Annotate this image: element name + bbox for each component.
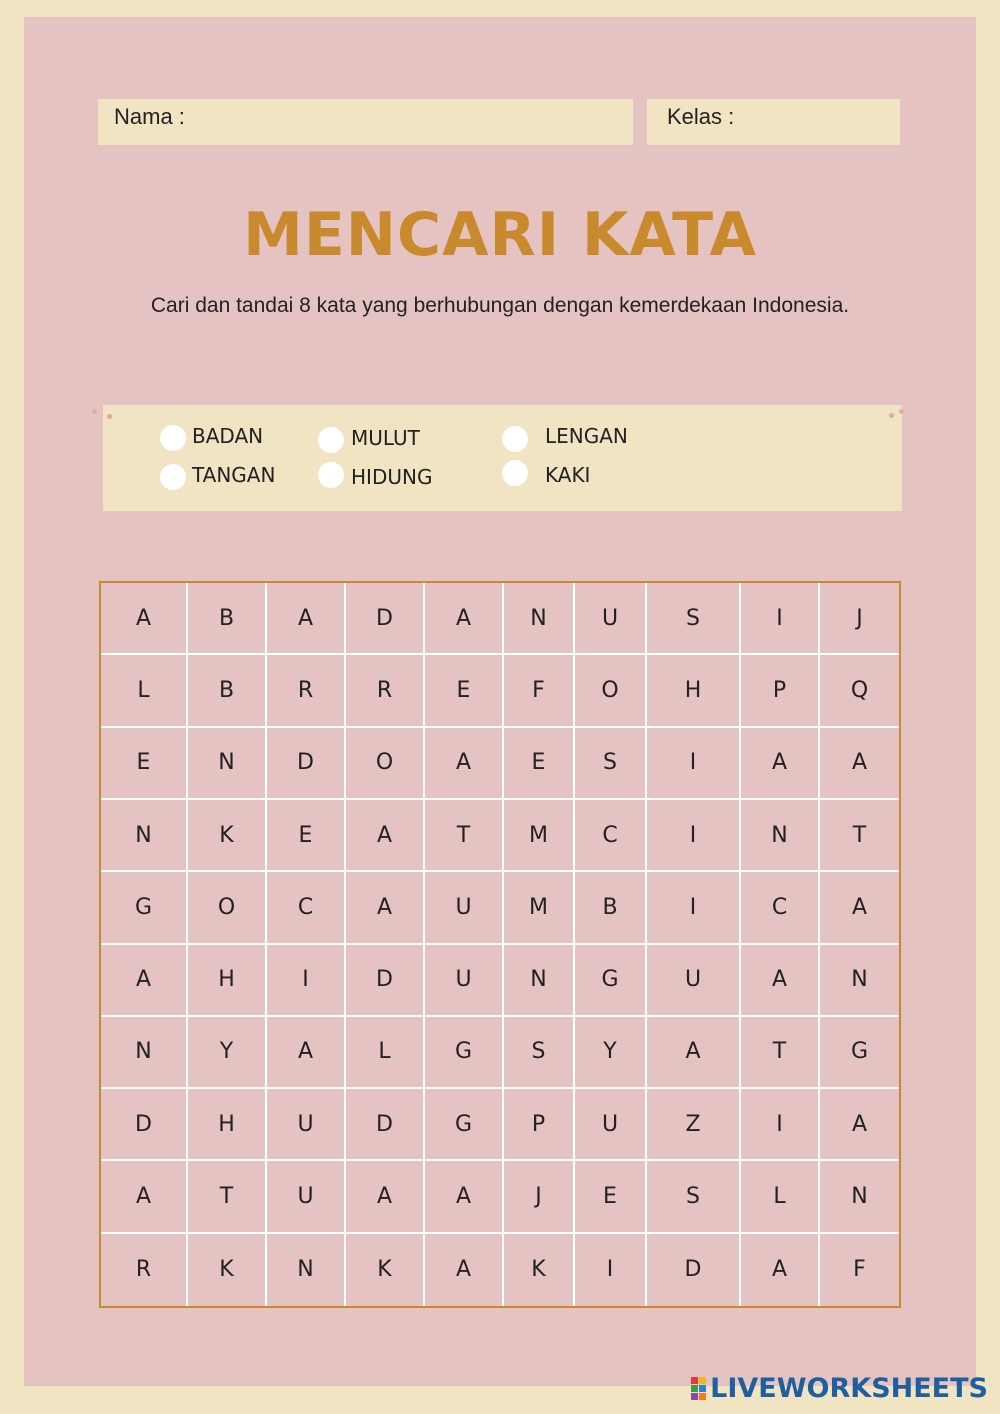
grid-cell[interactable]: C bbox=[267, 872, 346, 944]
grid-cell[interactable]: Y bbox=[188, 1017, 267, 1089]
grid-cell[interactable]: G bbox=[425, 1089, 504, 1161]
grid-cell[interactable]: J bbox=[820, 583, 899, 655]
grid-cell[interactable]: O bbox=[188, 872, 267, 944]
grid-cell[interactable]: I bbox=[647, 728, 741, 800]
grid-cell[interactable]: K bbox=[188, 1234, 267, 1306]
grid-cell[interactable]: E bbox=[267, 800, 346, 872]
grid-cell[interactable]: Z bbox=[647, 1089, 741, 1161]
grid-cell[interactable]: A bbox=[647, 1017, 741, 1089]
grid-cell[interactable]: A bbox=[101, 1161, 188, 1233]
grid-cell[interactable]: U bbox=[425, 945, 504, 1017]
grid-cell[interactable]: U bbox=[575, 583, 647, 655]
grid-cell[interactable]: A bbox=[741, 945, 820, 1017]
word-list-box bbox=[103, 405, 902, 511]
grid-cell[interactable]: A bbox=[820, 872, 899, 944]
grid-cell[interactable]: N bbox=[101, 1017, 188, 1089]
grid-cell[interactable]: S bbox=[647, 1161, 741, 1233]
grid-cell[interactable]: U bbox=[575, 1089, 647, 1161]
checkbox-tangan[interactable] bbox=[160, 464, 186, 490]
grid-cell[interactable]: T bbox=[425, 800, 504, 872]
grid-cell[interactable]: A bbox=[425, 1234, 504, 1306]
checkbox-badan[interactable] bbox=[160, 425, 186, 451]
grid-cell[interactable]: F bbox=[504, 655, 575, 727]
grid-cell[interactable]: A bbox=[741, 1234, 820, 1306]
grid-cell[interactable]: T bbox=[188, 1161, 267, 1233]
page-title: MENCARI KATA bbox=[243, 200, 757, 270]
decoration-dot bbox=[889, 413, 894, 418]
grid-cell[interactable]: A bbox=[820, 728, 899, 800]
grid-cell[interactable]: N bbox=[820, 1161, 899, 1233]
grid-cell[interactable]: A bbox=[820, 1089, 899, 1161]
checkbox-kaki[interactable] bbox=[502, 460, 528, 486]
grid-cell[interactable]: S bbox=[504, 1017, 575, 1089]
class-field[interactable] bbox=[647, 99, 900, 145]
grid-cell[interactable]: K bbox=[346, 1234, 425, 1306]
grid-cell[interactable]: N bbox=[741, 800, 820, 872]
grid-cell[interactable]: G bbox=[820, 1017, 899, 1089]
grid-cell[interactable]: A bbox=[267, 1017, 346, 1089]
grid-cell[interactable]: M bbox=[504, 800, 575, 872]
grid-cell[interactable]: B bbox=[575, 872, 647, 944]
liveworksheets-icon bbox=[691, 1377, 706, 1400]
grid-cell[interactable]: M bbox=[504, 872, 575, 944]
grid-cell[interactable]: N bbox=[820, 945, 899, 1017]
brand-name: LIVEWORKSHEETS bbox=[710, 1373, 988, 1404]
grid-cell[interactable]: A bbox=[425, 1161, 504, 1233]
grid-cell[interactable]: Q bbox=[820, 655, 899, 727]
grid-cell[interactable]: A bbox=[101, 945, 188, 1017]
checkbox-hidung[interactable] bbox=[318, 462, 344, 488]
grid-cell[interactable]: O bbox=[575, 655, 647, 727]
grid-cell[interactable]: R bbox=[346, 655, 425, 727]
word-search-grid bbox=[99, 581, 901, 1308]
grid-cell[interactable]: I bbox=[741, 583, 820, 655]
grid-cell[interactable]: N bbox=[101, 800, 188, 872]
grid-cell[interactable]: A bbox=[425, 583, 504, 655]
grid-cell[interactable]: S bbox=[575, 728, 647, 800]
grid-cell[interactable]: L bbox=[101, 655, 188, 727]
word-lengan: LENGAN bbox=[545, 424, 628, 448]
grid-cell[interactable]: T bbox=[741, 1017, 820, 1089]
grid-cell[interactable]: L bbox=[346, 1017, 425, 1089]
grid-cell[interactable]: N bbox=[188, 728, 267, 800]
word-tangan: TANGAN bbox=[192, 463, 276, 487]
grid-cell[interactable]: D bbox=[346, 583, 425, 655]
grid-cell[interactable]: S bbox=[647, 583, 741, 655]
grid-cell[interactable]: G bbox=[425, 1017, 504, 1089]
brand-logo bbox=[691, 1373, 988, 1404]
grid-cell[interactable]: J bbox=[504, 1161, 575, 1233]
grid-cell[interactable]: G bbox=[575, 945, 647, 1017]
grid-cell[interactable]: E bbox=[425, 655, 504, 727]
grid-cell[interactable]: Y bbox=[575, 1017, 647, 1089]
grid-cell[interactable]: I bbox=[575, 1234, 647, 1306]
grid-cell[interactable]: D bbox=[647, 1234, 741, 1306]
grid-cell[interactable]: D bbox=[346, 1089, 425, 1161]
grid-cell[interactable]: I bbox=[741, 1089, 820, 1161]
grid-cell[interactable]: P bbox=[741, 655, 820, 727]
word-badan: BADAN bbox=[192, 424, 264, 448]
class-label: Kelas : bbox=[667, 104, 735, 129]
grid-cell[interactable]: A bbox=[267, 583, 346, 655]
grid-cell[interactable]: A bbox=[346, 800, 425, 872]
grid-cell[interactable]: A bbox=[741, 728, 820, 800]
grid-cell[interactable]: L bbox=[741, 1161, 820, 1233]
grid-cell[interactable]: A bbox=[425, 728, 504, 800]
grid-cell[interactable]: A bbox=[101, 583, 188, 655]
grid-cell[interactable]: O bbox=[346, 728, 425, 800]
grid-cell[interactable]: K bbox=[504, 1234, 575, 1306]
word-hidung: HIDUNG bbox=[351, 465, 433, 489]
grid-cell[interactable]: U bbox=[425, 872, 504, 944]
instruction-text: Cari dan tandai 8 kata yang berhubungan dengan kemerdekaan Indonesia. bbox=[150, 294, 850, 317]
grid-cell[interactable]: T bbox=[820, 800, 899, 872]
grid-cell[interactable]: D bbox=[101, 1089, 188, 1161]
grid-cell[interactable]: C bbox=[575, 800, 647, 872]
grid-cell[interactable]: H bbox=[188, 1089, 267, 1161]
grid-cell[interactable]: D bbox=[346, 945, 425, 1017]
word-kaki: KAKI bbox=[545, 463, 591, 487]
grid-cell[interactable]: U bbox=[647, 945, 741, 1017]
grid-cell[interactable]: I bbox=[267, 945, 346, 1017]
grid-cell[interactable]: E bbox=[504, 728, 575, 800]
grid-cell[interactable]: R bbox=[267, 655, 346, 727]
grid-cell[interactable]: H bbox=[188, 945, 267, 1017]
grid-cell[interactable]: U bbox=[267, 1161, 346, 1233]
grid-cell[interactable]: G bbox=[101, 872, 188, 944]
grid-cell[interactable]: A bbox=[346, 872, 425, 944]
grid-cell[interactable]: E bbox=[575, 1161, 647, 1233]
checkbox-lengan[interactable] bbox=[502, 426, 528, 452]
checkbox-mulut[interactable] bbox=[318, 427, 344, 453]
word-mulut: MULUT bbox=[351, 426, 420, 450]
grid-cell[interactable]: C bbox=[741, 872, 820, 944]
decoration-dot bbox=[107, 414, 112, 419]
grid-cell[interactable]: P bbox=[504, 1089, 575, 1161]
grid-cell[interactable]: D bbox=[267, 728, 346, 800]
decoration-dot bbox=[92, 409, 97, 414]
grid-cell[interactable]: H bbox=[647, 655, 741, 727]
grid-cell[interactable]: N bbox=[504, 583, 575, 655]
grid-cell[interactable]: N bbox=[504, 945, 575, 1017]
grid-cell[interactable]: E bbox=[101, 728, 188, 800]
grid-cell[interactable]: B bbox=[188, 583, 267, 655]
grid-cell[interactable]: U bbox=[267, 1089, 346, 1161]
grid-cell[interactable]: K bbox=[188, 800, 267, 872]
grid-cell[interactable]: I bbox=[647, 800, 741, 872]
grid-cell[interactable]: B bbox=[188, 655, 267, 727]
grid-cell[interactable]: F bbox=[853, 1257, 866, 1283]
decoration-dot bbox=[899, 409, 904, 414]
grid-cell[interactable]: N bbox=[267, 1234, 346, 1306]
name-label: Nama : bbox=[114, 104, 185, 129]
grid-cell[interactable]: I bbox=[647, 872, 741, 944]
name-field[interactable] bbox=[98, 99, 633, 145]
grid-cell[interactable]: R bbox=[101, 1234, 188, 1306]
grid-cell[interactable]: A bbox=[346, 1161, 425, 1233]
